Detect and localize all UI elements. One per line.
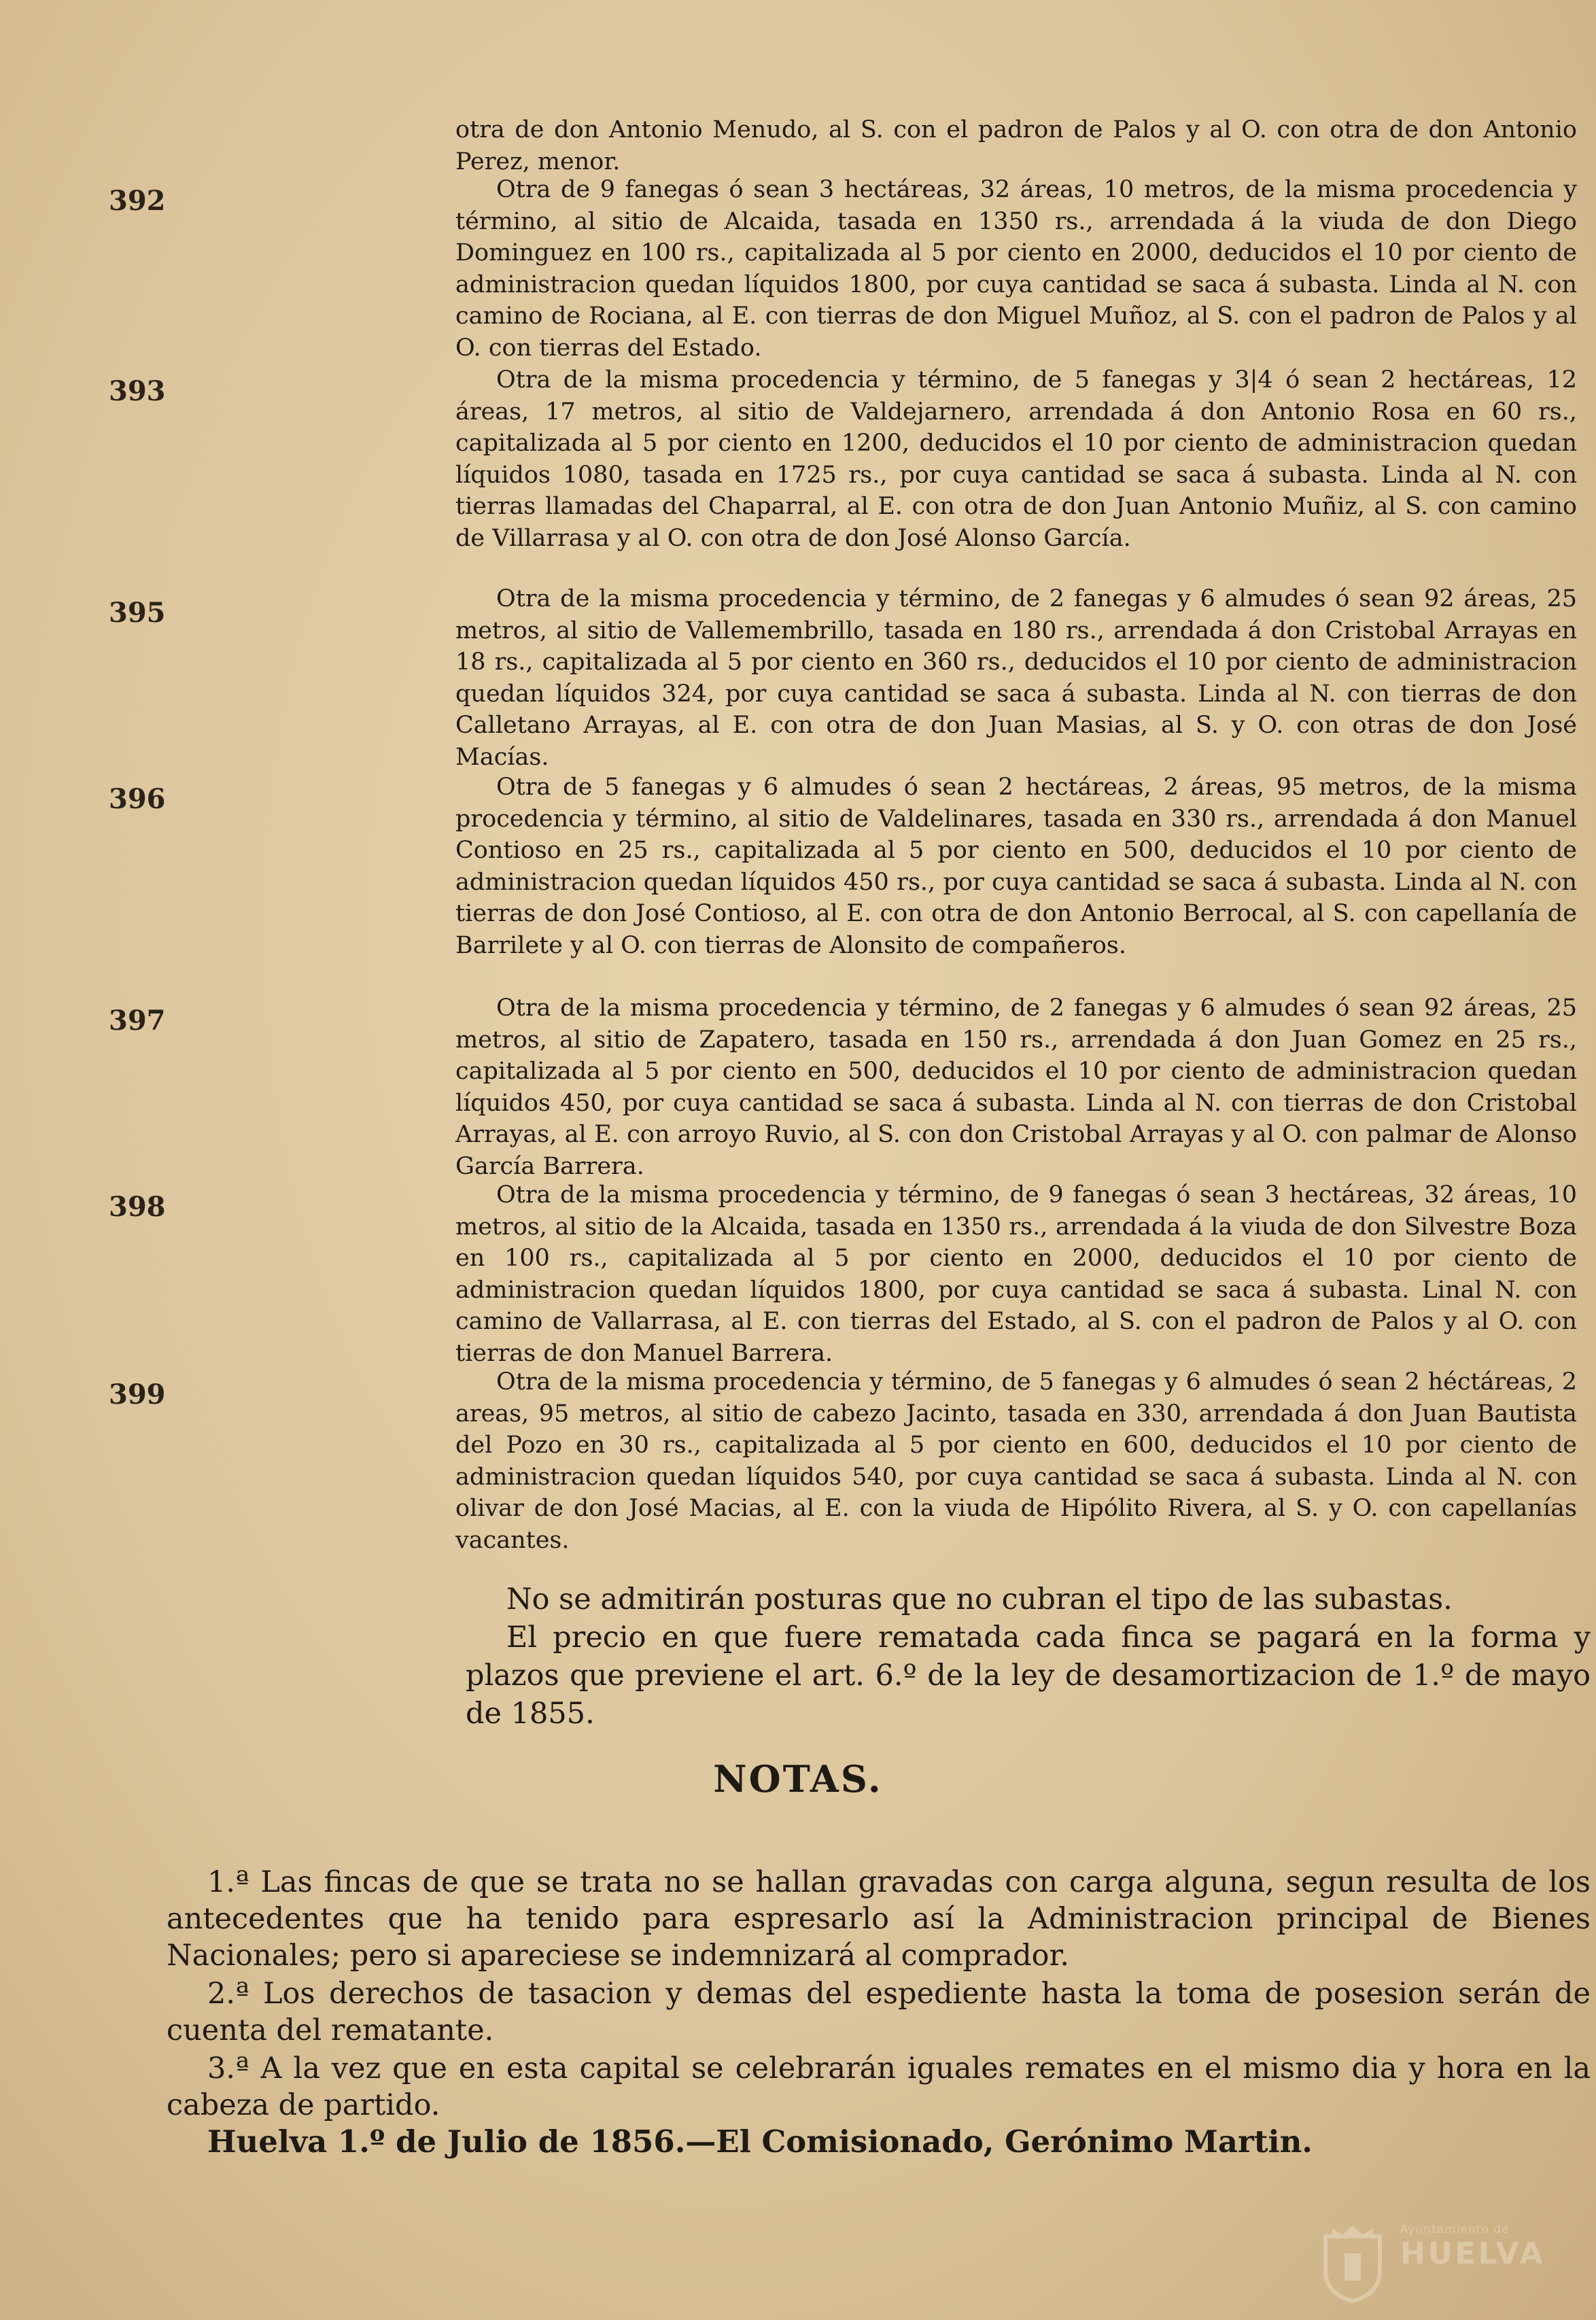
note-2: 2.ª Los derechos de tasacion y demas del espediente hasta la toma de posesion serán de cuenta del rematante. — [167, 1977, 1591, 2047]
entry-continuation — [163, 114, 1577, 177]
entry-398 — [163, 1179, 1577, 1370]
entry-number: 398 — [109, 1191, 166, 1223]
entry-text: Otra de 5 fanegas y 6 almudes ó sean 2 hectáreas, 2 áreas, 95 metros, de la misma procedencia y término, al sitio de Valdelinares, tasada en 330 rs., arrendada á don Manuel Contioso en 25 rs., capitalizada al 5 por ciento en 500, deducidos el 10 por ciento de administracion quedan líquidos 450 rs., por cuya cantidad se saca á subasta. Linda al N. con tierras de don José Contioso, al E. con otra de don Antonio Berrocal, al S. con capellanía de Barrilete y al O. con tierras de Alonsito de compañeros. — [455, 774, 1577, 959]
entry-number: 393 — [109, 375, 166, 407]
entry-text: Otra de la misma procedencia y término, de 5 fanegas y 6 almudes ó sean 2 héctáreas, 2 areas, 95 metros, al sitio de cabezo Jacinto, tasada en 330, arrendada á don Juan Bautista del Pozo en 30 rs., capitalizada al 5 por ciento en 600, deducidos el 10 por ciento de administracion quedan líquidos 540, por cuya cantidad se saca á subasta. Linda al N. con olivar de don José Macias, al E. con la viuda de Hipólito Rivera, al S. y O. con capellanías vacantes. — [455, 1368, 1577, 1554]
entry-397 — [163, 992, 1577, 1183]
closing-line-1: No se admitirán posturas que no cubran el tipo de las subastas. — [506, 1582, 1453, 1616]
note-1: 1.ª Las fincas de que se trata no se hallan gravadas con carga alguna, segun resulta de los antecedentes que ha tenido para espresarlo así la Administracion principal de Bienes Nacionales; pero si apareciese se indemnizará al comprador. — [167, 1865, 1591, 1973]
note-3: 3.ª A la vez que en esta capital se celebrarán iguales remates en el mismo dia y hora en la cabeza de partido. — [167, 2051, 1591, 2122]
notas-heading: NOTAS. — [713, 1757, 883, 1801]
entry-number: 395 — [109, 597, 166, 629]
entry-393 — [163, 364, 1577, 555]
entry-text: Otra de la misma procedencia y término, de 5 fanegas y 3|4 ó sean 2 hectáreas, 12 áreas, 17 metros, al sitio de Valdejarnero, arrendada á don Antonio Rosa en 60 rs., capitalizada al 5 por ciento en 1200, deducidos el 10 por ciento de administracion quedan líquidos 1080, tasada en 1725 rs., por cuya cantidad se saca á subasta. Linda al N. con tierras llamadas del Chaparral, al E. con otra de don Juan Antonio Muñiz, al S. con camino de Villarrasa y al O. con otra de don José Alonso García. — [455, 366, 1577, 552]
entry-text: Otra de la misma procedencia y término, de 2 fanegas y 6 almudes ó sean 92 áreas, 25 metros, al sitio de Vallemembrillo, tasada en 180 rs., arrendada á don Cristobal Arrayas en 18 rs., capitalizada al 5 por ciento en 360 rs., deducidos el 10 por ciento de administracion quedan líquidos 324, por cuya cantidad se saca á subasta. Linda al N. con tierras de don Calletano Arrayas, al E. con otra de don Juan Masias, al S. y O. con otras de don José Macías. — [455, 585, 1577, 771]
entry-395 — [163, 583, 1577, 774]
entry-392 — [163, 174, 1577, 364]
entry-number: 397 — [109, 1005, 166, 1037]
entry-399 — [163, 1366, 1577, 1557]
notes-section — [167, 1864, 1591, 2125]
signature-line: Huelva 1.º de Julio de 1856.—El Comisionado, Gerónimo Martin. — [207, 2124, 1313, 2160]
city-coat-of-arms-icon — [1319, 2223, 1387, 2304]
continuation-text: otra de don Antonio Menudo, al S. con el padron de Palos y al O. con otra de don Antonio Perez, menor. — [455, 116, 1577, 175]
entry-number: 399 — [109, 1379, 166, 1410]
entry-number: 392 — [109, 185, 166, 217]
entry-text: Otra de 9 fanegas ó sean 3 hectáreas, 32 áreas, 10 metros, de la misma procedencia y término, al sitio de Alcaida, tasada en 1350 rs., arrendada á la viuda de don Diego Dominguez en 100 rs., capitalizada al 5 por ciento en 2000, deducidos el 10 por ciento de administracion quedan líquidos 1800, por cuya cantidad se saca á subasta. Linda al N. con camino de Rociana, al E. con tierras de don Miguel Muñoz, al S. con el padron de Palos y al O. con tierras del Estado. — [455, 176, 1577, 362]
entry-text: Otra de la misma procedencia y término, de 9 fanegas ó sean 3 hectáreas, 32 áreas, 10 metros, al sitio de la Alcaida, tasada en 1350 rs., arrendada á la viuda de don Silvestre Boza en 100 rs., capitalizada al 5 por ciento en 2000, deducidos el 10 por ciento de administracion quedan líquidos 1800, por cuya cantidad se saca á subasta. Linal N. con camino de Vallarrasa, al E. con tierras del Estado, al S. con el padron de Palos y al O. con tierras de don Manuel Barrera. — [455, 1181, 1577, 1367]
watermark — [1319, 2223, 1546, 2304]
entry-number: 396 — [109, 783, 166, 815]
closing-paragraphs — [466, 1580, 1591, 1733]
watermark-small: Ayuntamiento de — [1400, 2223, 1510, 2236]
entry-text: Otra de la misma procedencia y término, de 2 fanegas y 6 almudes ó sean 92 áreas, 25 metros, al sitio de Zapatero, tasada en 150 rs., arrendada á don Juan Gomez en 25 rs., capitalizada al 5 por ciento en 500, deducidos el 10 por ciento de administracion quedan líquidos 450, por cuya cantidad se saca á subasta. Linda al N. con tierras de don Cristobal Arrayas, al E. con arroyo Ruvio, al S. con don Cristobal Arrayas y al O. con palmar de Alonso García Barrera. — [455, 994, 1577, 1180]
closing-line-2: El precio en que fuere rematada cada finca se pagará en la forma y plazos que previene el art. 6.º de la ley de desamortizacion de 1.º de mayo de 1855. — [466, 1621, 1591, 1731]
entry-396 — [163, 772, 1577, 962]
watermark-big: HUELVA — [1400, 2236, 1546, 2271]
